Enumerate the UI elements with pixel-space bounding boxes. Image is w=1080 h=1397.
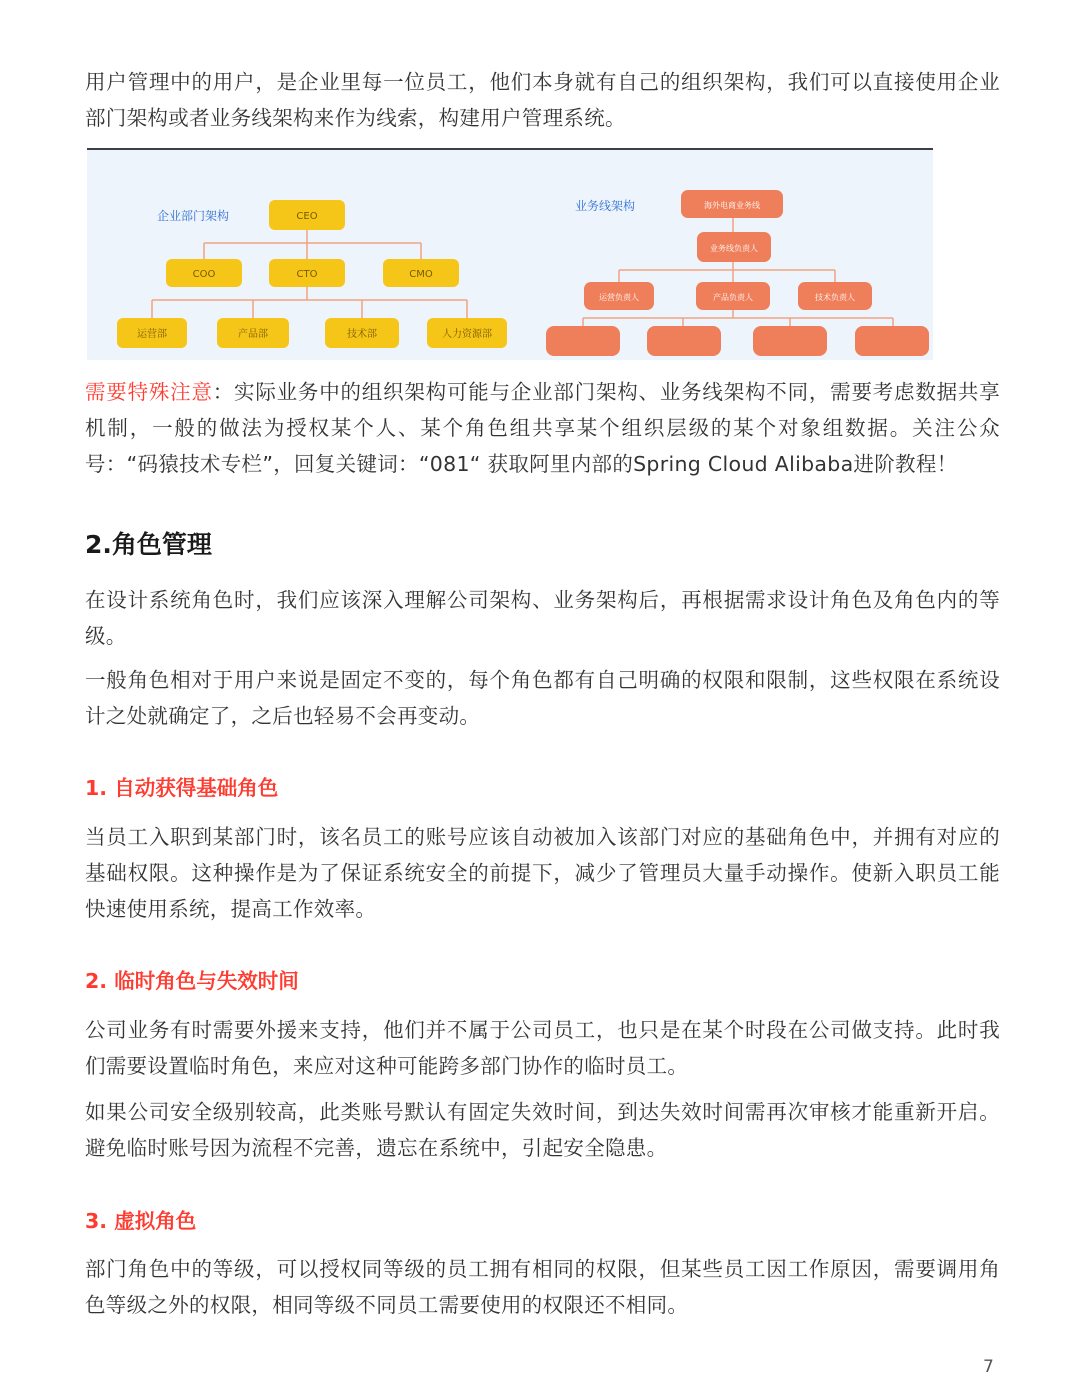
right-level3-node	[546, 326, 620, 356]
subsection-paragraph: 如果公司安全级别较高，此类账号默认有固定失效时间，到达失效时间需再次审核才能重新开启。避免临时账号因为流程不完善，遗忘在系统中，引起安全隐患。	[85, 1100, 1000, 1160]
subsection-title: 1. 自动获得基础角色	[85, 776, 279, 800]
special-note-label: 需要特殊注意	[85, 380, 213, 404]
left-level2-node	[117, 318, 187, 348]
svg-text:产品部: 产品部	[238, 329, 268, 340]
left-level2-node	[325, 318, 399, 348]
section-paragraph: 在设计系统角色时，我们应该深入理解公司架构、业务架构后，再根据需求设计角色及角色内的等级。	[85, 588, 1000, 648]
svg-text:技术负责人: 技术负责人	[815, 293, 855, 302]
svg-text:CTO: CTO	[296, 269, 318, 280]
section-paragraph: 一般角色相对于用户来说是固定不变的，每个角色都有自己明确的权限和限制，这些权限在系统设计之处就确定了，之后也轻易不会再变动。	[85, 668, 1000, 728]
svg-text:海外电商业务线: 海外电商业务线	[704, 201, 760, 210]
left-level2-node	[217, 318, 289, 348]
org-structure-diagram	[87, 148, 933, 360]
svg-text:产品负责人: 产品负责人	[713, 293, 753, 302]
right-root-node	[681, 190, 783, 218]
right-level2-node	[696, 282, 770, 310]
svg-text:COO: COO	[192, 269, 216, 280]
svg-text:人力资源部: 人力资源部	[442, 329, 492, 340]
left-diagram-title: 企业部门架构	[157, 209, 230, 223]
svg-text:CEO: CEO	[296, 211, 318, 222]
intro-paragraph: 用户管理中的用户，是企业里每一位员工，他们本身就有自己的组织架构，我们可以直接使用企业部门架构或者业务线架构来作为线索，构建用户管理系统。	[85, 70, 1000, 130]
right-level1-node	[697, 232, 771, 262]
right-level3-node	[647, 326, 721, 356]
subsection-paragraph: 当员工入职到某部门时，该名员工的账号应该自动被加入该部门对应的基础角色中，并拥有对应的基础权限。这种操作是为了保证系统安全的前提下，减少了管理员大量手动操作。使新入职员工能快速使用系统，提高工作效率。	[85, 825, 1000, 921]
special-note-paragraph	[85, 374, 1000, 482]
subsection-title: 3. 虚拟角色	[85, 1209, 197, 1233]
subsection-title: 2. 临时角色与失效时间	[85, 969, 299, 993]
right-level3-node	[753, 326, 827, 356]
page-number: 7	[983, 1357, 994, 1377]
left-level1-node	[269, 259, 345, 287]
svg-text:运营部: 运营部	[137, 329, 167, 340]
subsection-paragraph: 部门角色中的等级，可以授权同等级的员工拥有相同的权限，但某些员工因工作原因，需要调用角色等级之外的权限，相同等级不同员工需要使用的权限还不相同。	[85, 1257, 1000, 1317]
right-level3-node	[855, 326, 929, 356]
svg-text:运营负责人: 运营负责人	[599, 293, 639, 302]
svg-text:业务线负责人: 业务线负责人	[710, 244, 758, 253]
left-level1-node	[383, 259, 459, 287]
right-diagram-title: 业务线架构	[575, 199, 636, 213]
right-level2-node	[798, 282, 872, 310]
section-title: 2.角色管理	[85, 530, 212, 559]
right-level2-node	[584, 282, 654, 310]
svg-text:CMO: CMO	[409, 269, 433, 280]
left-level2-node	[427, 318, 507, 348]
special-note-text: ：实际业务中的组织架构可能与企业部门架构、业务线架构不同，需要考虑数据共享机制，一般的做法为授权某个人、某个角色组共享某个组织层级的某个对象组数据。关注公众号：“码猿技术专栏”，回复关键词：“081“ 获取阿里内部的Spring Cloud Alibaba进阶教程！	[85, 380, 1000, 476]
left-level1-node	[166, 259, 242, 287]
svg-text:技术部: 技术部	[347, 329, 377, 340]
subsection-paragraph: 公司业务有时需要外援来支持，他们并不属于公司员工，也只是在某个时段在公司做支持。此时我们需要设置临时角色，来应对这种可能跨多部门协作的临时员工。	[85, 1018, 1000, 1078]
left-root-node	[269, 200, 345, 230]
